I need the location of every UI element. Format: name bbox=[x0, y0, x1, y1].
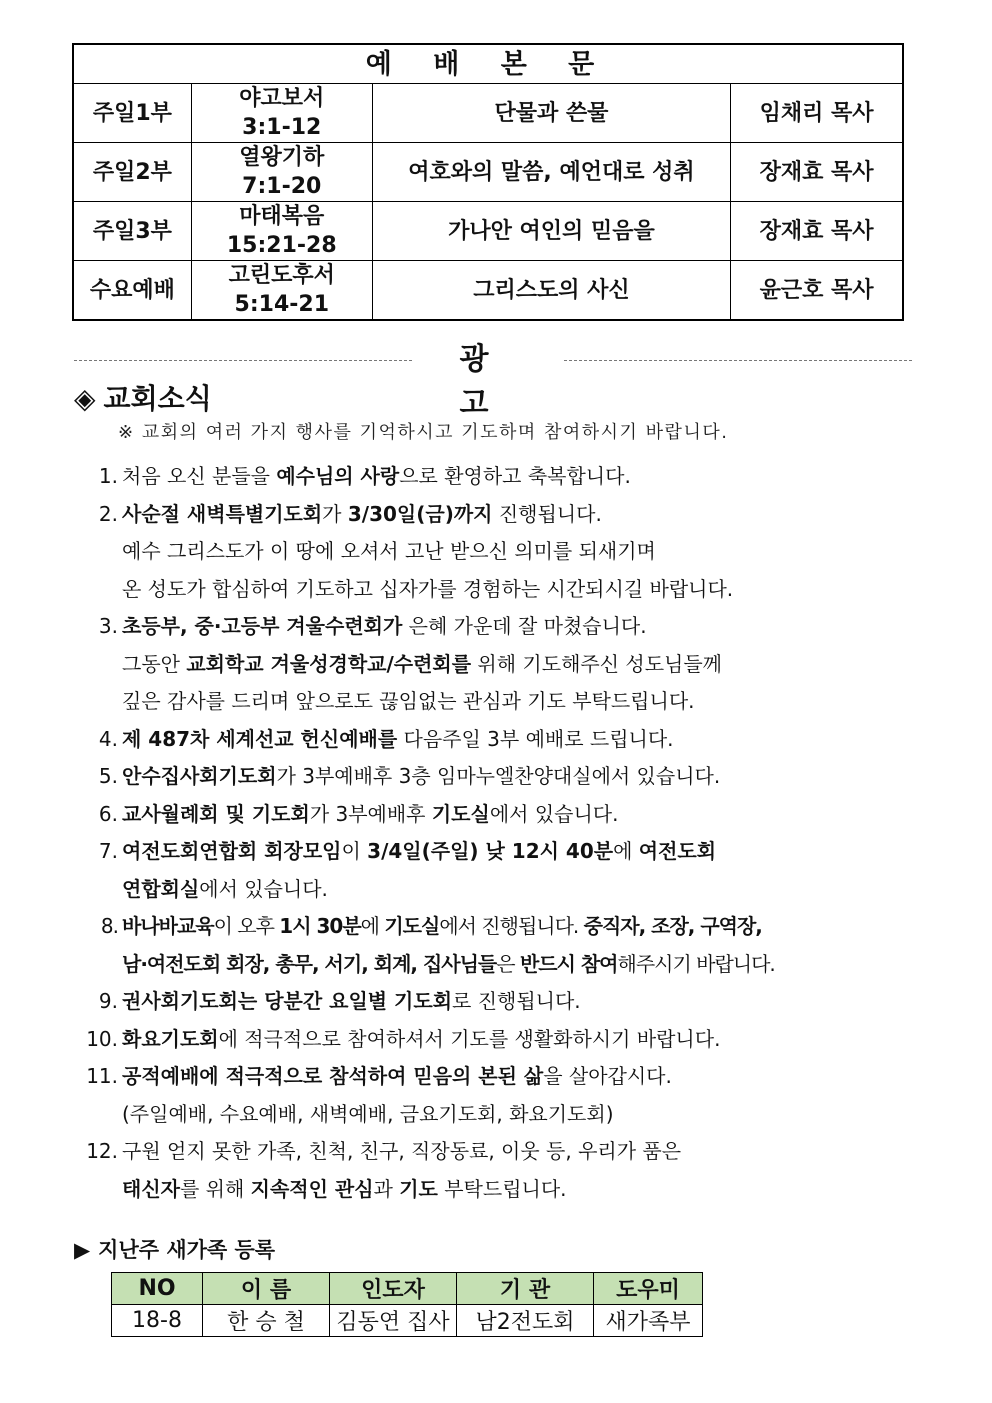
triangle-right-icon: ▶ bbox=[74, 1238, 91, 1262]
item-text-segment: 로 진행됩니다. bbox=[452, 989, 581, 1013]
item-text-segment: 으로 환영하고 축복합니다. bbox=[399, 464, 631, 488]
item-text bbox=[122, 458, 930, 496]
scripture-ref bbox=[191, 84, 372, 143]
announcement-title: 광 고 bbox=[459, 342, 519, 421]
emphasis-text: 중직자, 조장, 구역장, bbox=[583, 914, 762, 938]
scripture-book: 야고보서 bbox=[239, 86, 325, 111]
item-text bbox=[122, 1133, 930, 1171]
item-number: 1. bbox=[98, 464, 118, 488]
emphasis-text: 초등부, 중·고등부 겨울수련회가 bbox=[122, 614, 403, 638]
church-news-heading bbox=[74, 377, 212, 417]
emphasis-text: 지속적인 관심 bbox=[250, 1176, 374, 1201]
item-text bbox=[122, 796, 930, 834]
item-text bbox=[122, 1021, 930, 1059]
emphasis-text: 교회학교 겨울성경학교/수련회를 bbox=[186, 651, 472, 676]
item-number: 11. bbox=[86, 1064, 118, 1088]
item-number: 3. bbox=[98, 614, 118, 638]
item-text bbox=[122, 871, 930, 909]
dashed-divider-right bbox=[564, 360, 912, 361]
announcement-item bbox=[70, 758, 930, 796]
item-text-segment: 해주시기 바랍니다. bbox=[617, 951, 775, 976]
item-text-segment: 이 오후 bbox=[213, 914, 280, 938]
scripture-ref bbox=[191, 202, 372, 261]
new-family-heading-text: 지난주 새가족 등록 bbox=[98, 1238, 276, 1262]
announcement-item-continuation bbox=[70, 571, 930, 609]
worship-row bbox=[73, 143, 903, 202]
table-row bbox=[112, 1305, 703, 1337]
item-text-segment: 가 bbox=[322, 501, 348, 526]
item-number: 6. bbox=[98, 801, 118, 826]
announcement-item bbox=[70, 833, 930, 871]
item-text bbox=[122, 983, 930, 1021]
scripture-verse: 7:1-20 bbox=[242, 174, 322, 199]
scripture-book: 열왕기하 bbox=[239, 145, 325, 170]
item-number: 10. bbox=[86, 1026, 118, 1051]
item-number bbox=[70, 646, 122, 684]
item-text-segment: 온 성도가 합심하여 기도하고 십자가를 경험하는 시간되시길 바랍니다. bbox=[122, 576, 734, 601]
emphasis-text: 기도실 bbox=[431, 801, 490, 826]
item-text-segment: 깊은 감사를 드리며 앞으로도 끊임없는 관심과 기도 부탁드립니다. bbox=[122, 689, 695, 713]
emphasis-text: 안수집사회기도회 bbox=[122, 764, 277, 788]
emphasis-text: 교사월례회 및 기도회 bbox=[122, 801, 310, 826]
item-text bbox=[122, 683, 930, 721]
worship-row bbox=[73, 202, 903, 261]
item-text-segment: 그동안 bbox=[122, 651, 187, 676]
service-name: 주일2부 bbox=[73, 143, 191, 202]
emphasis-text: 반드시 참여 bbox=[519, 951, 618, 976]
announcement-item bbox=[70, 796, 930, 834]
item-text bbox=[122, 721, 930, 759]
announcement-item-continuation bbox=[70, 1171, 930, 1209]
emphasis-text: 1시 30분 bbox=[279, 914, 361, 938]
announcement-item-continuation bbox=[70, 871, 930, 909]
item-text-segment: 진행됩니다. bbox=[492, 501, 602, 526]
item-text-segment: 에 bbox=[613, 839, 639, 863]
scripture-book: 고린도후서 bbox=[228, 263, 335, 288]
church-news-heading-text: 교회소식 bbox=[103, 382, 212, 415]
item-text bbox=[122, 1096, 930, 1134]
item-text bbox=[122, 1058, 930, 1096]
announcement-item-continuation bbox=[70, 533, 930, 571]
emphasis-text: 3/30일(금)까지 bbox=[347, 501, 493, 526]
item-number bbox=[70, 571, 122, 609]
item-text-segment: 은혜 가운데 잘 마쳤습니다. bbox=[402, 614, 647, 638]
announcement-item bbox=[70, 458, 930, 496]
item-text-segment: 처음 오신 분들을 bbox=[122, 464, 277, 488]
preacher-name: 윤근호 목사 bbox=[731, 261, 903, 321]
item-text-segment: 이 bbox=[341, 839, 368, 863]
item-number: 4. bbox=[98, 726, 118, 751]
table-cell: 18-8 bbox=[112, 1305, 203, 1337]
worship-row bbox=[73, 261, 903, 321]
item-text-segment: 을 살아갑시다. bbox=[543, 1064, 672, 1088]
announcement-item bbox=[70, 496, 930, 534]
preacher-name: 임채리 목사 bbox=[731, 84, 903, 143]
item-text bbox=[122, 908, 930, 946]
item-text-segment: 를 위해 bbox=[179, 1176, 251, 1201]
item-text-segment: 에 bbox=[360, 914, 385, 938]
item-number: 9. bbox=[98, 989, 118, 1013]
emphasis-text: 화요기도회 bbox=[122, 1026, 219, 1051]
item-text-segment: 과 bbox=[373, 1176, 400, 1201]
scripture-ref bbox=[191, 261, 372, 321]
column-header: NO bbox=[112, 1273, 203, 1305]
announcement-item bbox=[70, 1021, 930, 1059]
announcement-item bbox=[70, 608, 930, 646]
item-text-segment: 예수 그리스도가 이 땅에 오셔서 고난 받으신 의미를 되새기며 bbox=[122, 539, 656, 563]
announcement-item bbox=[70, 983, 930, 1021]
emphasis-text: 공적예배에 적극적으로 참석하여 믿음의 본된 삶 bbox=[122, 1064, 544, 1088]
diamond-icon: ◈ bbox=[74, 382, 96, 415]
church-news-note: ※ 교회의 여러 가지 행사를 기억하시고 기도하며 참여하시기 바랍니다. bbox=[118, 422, 729, 443]
emphasis-text: 권사회기도회는 당분간 요일별 기도회 bbox=[122, 989, 453, 1013]
item-number: 7. bbox=[98, 839, 118, 863]
sermon-title: 단물과 쓴물 bbox=[372, 84, 731, 143]
announcement-item bbox=[70, 721, 930, 759]
item-text bbox=[122, 571, 930, 609]
sermon-title: 그리스도의 사신 bbox=[372, 261, 731, 321]
emphasis-text: 태신자 bbox=[122, 1176, 180, 1201]
item-number bbox=[70, 1096, 122, 1134]
preacher-name: 장재효 목사 bbox=[731, 202, 903, 261]
emphasis-text: 여전도회 bbox=[638, 839, 717, 863]
announcement-item-continuation bbox=[70, 683, 930, 721]
item-text-segment: 에서 진행됩니다. bbox=[439, 914, 584, 938]
item-text-segment: 위해 기도해주신 성도님들께 bbox=[471, 651, 722, 676]
item-number bbox=[70, 683, 122, 721]
scripture-verse: 3:1-12 bbox=[242, 115, 322, 140]
emphasis-text: 남·여전도회 회장, 총무, 서기, 회계, 집사님들 bbox=[122, 951, 497, 976]
announcement-item bbox=[70, 1058, 930, 1096]
item-text bbox=[122, 758, 930, 796]
item-text bbox=[122, 833, 930, 871]
item-number: 8. bbox=[100, 914, 118, 938]
item-text-segment: 에 적극적으로 참여하셔서 기도를 생활화하시기 바랍니다. bbox=[218, 1026, 721, 1051]
table-cell: 김동연 집사 bbox=[330, 1305, 457, 1337]
item-text-segment: 에서 있습니다. bbox=[199, 876, 328, 901]
emphasis-text: 바나바교육 bbox=[122, 914, 214, 938]
announcement-item-continuation bbox=[70, 646, 930, 684]
emphasis-text: 여전도회연합회 회장모임 bbox=[122, 839, 342, 863]
table-cell: 남2전도회 bbox=[457, 1305, 594, 1337]
table-cell: 새가족부 bbox=[594, 1305, 703, 1337]
worship-text-table bbox=[72, 43, 904, 321]
emphasis-text: 3/4일(주일) 낮 12시 40분 bbox=[367, 839, 614, 863]
item-text-segment: 구원 얻지 못한 가족, 친척, 친구, 직장동료, 이웃 등, 우리가 품은 bbox=[122, 1139, 682, 1163]
item-number: 12. bbox=[86, 1139, 118, 1163]
item-text bbox=[122, 533, 930, 571]
item-text bbox=[122, 496, 930, 534]
item-text-segment: 다음주일 3부 예배로 드립니다. bbox=[397, 726, 674, 751]
item-text-segment: 에서 있습니다. bbox=[489, 801, 619, 826]
item-text bbox=[122, 946, 930, 984]
emphasis-text: 기도 bbox=[399, 1176, 438, 1201]
scripture-book: 마태복음 bbox=[239, 204, 325, 229]
service-name: 주일3부 bbox=[73, 202, 191, 261]
emphasis-text: 사순절 새벽특별기도회 bbox=[122, 501, 323, 526]
scripture-ref bbox=[191, 143, 372, 202]
column-header: 도우미 bbox=[594, 1273, 703, 1305]
dashed-divider-left bbox=[74, 360, 412, 361]
item-text bbox=[122, 1171, 930, 1209]
service-name: 주일1부 bbox=[73, 84, 191, 143]
item-text-segment: (주일예배, 수요예배, 새벽예배, 금요기도회, 화요기도회) bbox=[122, 1101, 614, 1126]
announcement-item bbox=[70, 1133, 930, 1171]
item-text bbox=[122, 646, 930, 684]
item-number bbox=[70, 871, 122, 909]
new-family-header-row bbox=[112, 1273, 703, 1305]
emphasis-text: 예수님의 사랑 bbox=[276, 464, 400, 488]
item-text-segment: 은 bbox=[496, 951, 520, 976]
announcement-item-continuation bbox=[70, 946, 930, 984]
sermon-title: 여호와의 말씀, 예언대로 성취 bbox=[372, 143, 731, 202]
new-family-table bbox=[111, 1272, 703, 1337]
table-cell: 한 승 철 bbox=[203, 1305, 330, 1337]
announcement-item bbox=[70, 908, 930, 946]
announcement-list bbox=[70, 458, 930, 1208]
worship-table-title: 예 배 본 문 bbox=[73, 44, 903, 84]
emphasis-text: 기도실 bbox=[384, 914, 440, 938]
item-number: 5. bbox=[98, 764, 118, 788]
item-number bbox=[70, 1171, 122, 1209]
item-text-segment: 가 3부예배후 bbox=[309, 801, 432, 826]
column-header: 인도자 bbox=[330, 1273, 457, 1305]
new-family-heading bbox=[74, 1234, 275, 1264]
sermon-title: 가나안 여인의 믿음을 bbox=[372, 202, 731, 261]
item-number bbox=[70, 946, 122, 984]
item-text-segment: 부탁드립니다. bbox=[437, 1176, 567, 1201]
service-name: 수요예배 bbox=[73, 261, 191, 321]
preacher-name: 장재효 목사 bbox=[731, 143, 903, 202]
column-header: 이 름 bbox=[203, 1273, 330, 1305]
item-text bbox=[122, 608, 930, 646]
scripture-verse: 5:14-21 bbox=[234, 292, 329, 317]
item-number bbox=[70, 533, 122, 571]
emphasis-text: 제 487차 세계선교 헌신예배를 bbox=[122, 726, 398, 751]
emphasis-text: 연합회실 bbox=[122, 876, 200, 901]
scripture-verse: 15:21-28 bbox=[226, 233, 337, 258]
announcement-item-continuation bbox=[70, 1096, 930, 1134]
item-text-segment: 가 3부예배후 3층 임마누엘찬양대실에서 있습니다. bbox=[276, 764, 721, 788]
item-number: 2. bbox=[98, 501, 118, 526]
column-header: 기 관 bbox=[457, 1273, 594, 1305]
worship-row bbox=[73, 84, 903, 143]
